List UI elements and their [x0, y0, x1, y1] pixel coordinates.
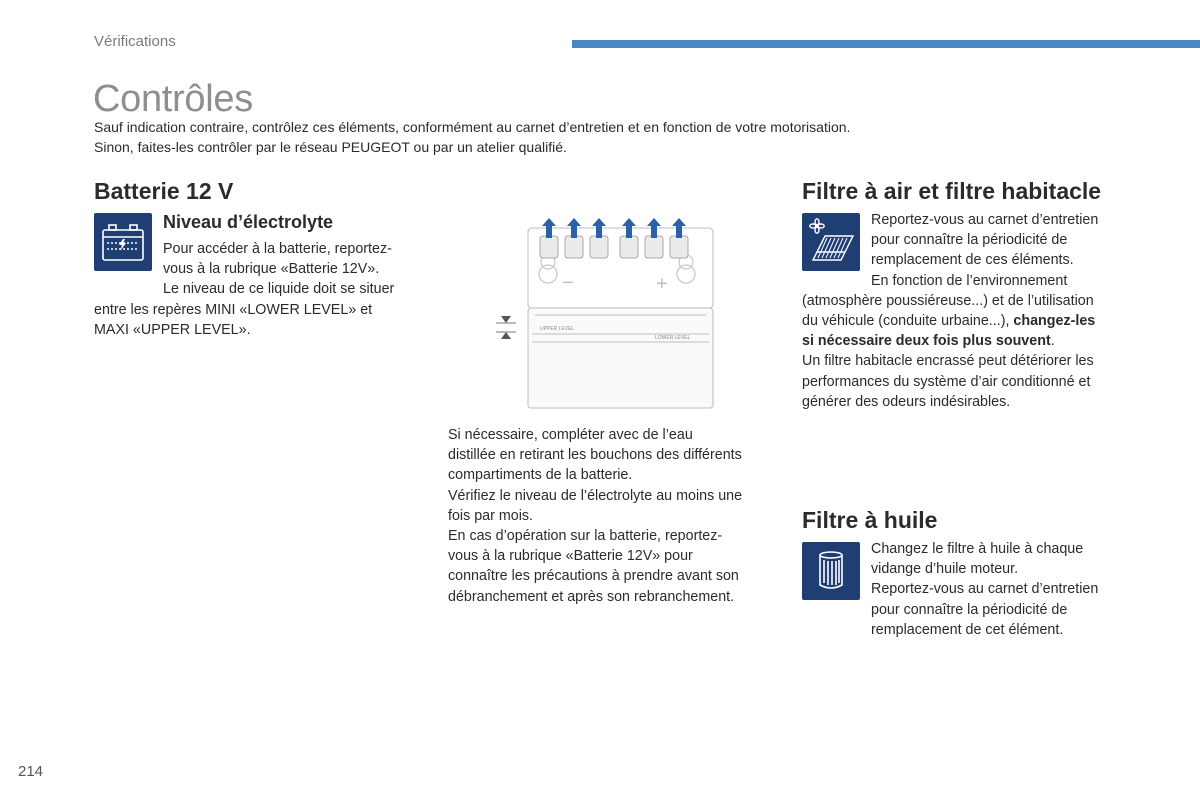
text-line: performances du système d’air conditionné et	[802, 373, 1091, 390]
electrolyte-subheading: Niveau d’électrolyte	[163, 212, 334, 232]
text-line: vous à la rubrique «Batterie 12V».	[163, 261, 380, 278]
air-filter-heading: Filtre à air et filtre habitacle	[802, 178, 1102, 204]
battery-icon	[94, 213, 152, 271]
header-accent-bar	[572, 40, 1200, 48]
text-line: Vérifiez le niveau de l’électrolyte au moins une	[448, 487, 743, 504]
text-line: (atmosphère poussiéreuse...) et de l’utilisation	[802, 292, 1094, 309]
battery-intro-text	[163, 239, 433, 300]
text-line: MAXI «UPPER LEVEL».	[94, 321, 251, 338]
text-line: générer des odeurs indésirables.	[802, 393, 1011, 410]
intro-text	[94, 117, 994, 157]
text-line: Pour accéder à la batterie, reportez-	[163, 241, 392, 257]
text-line: Reportez-vous au carnet d’entretien	[871, 581, 1099, 598]
plus-sign: +	[656, 273, 668, 295]
text-line: En fonction de l’environnement	[871, 272, 1068, 289]
text-line: entre les repères MINI «LOWER LEVEL» et	[94, 301, 373, 318]
battery-diagram	[490, 210, 720, 415]
text-line: débranchement et après son rebranchement.	[448, 588, 735, 605]
air-filter-intro	[871, 210, 1171, 291]
emphasis-text: changez-les	[1013, 313, 1096, 329]
text-segment: .	[1050, 333, 1055, 350]
text-line: connaître les précautions à prendre avant son	[448, 568, 739, 585]
text-line: distillée en retirant les bouchons des différents	[448, 447, 742, 464]
text-line: pour connaître la périodicité de	[871, 232, 1068, 249]
air-filter-body	[802, 291, 1172, 412]
oil-filter-icon	[802, 542, 860, 600]
battery-instructions	[448, 425, 778, 607]
text-line: vous à la rubrique «Batterie 12V» pour	[448, 548, 693, 565]
text-line: fois par mois.	[448, 507, 534, 524]
text-line: Reportez-vous au carnet d’entretien	[871, 212, 1099, 228]
text-line: remplacement de ces éléments.	[871, 252, 1074, 269]
text-line: Le niveau de ce liquide doit se situer	[163, 281, 395, 298]
text-line: pour connaître la périodicité de	[871, 601, 1068, 618]
section-label: Vérifications	[94, 33, 176, 50]
air-filter-icon	[802, 213, 860, 271]
intro-line: Sauf indication contraire, contrôlez ces éléments, conformément au carnet d’entretien et en fonction de votre motorisation.	[94, 119, 851, 135]
battery-heading: Batterie 12 V	[94, 178, 234, 204]
minus-sign: −	[562, 272, 574, 294]
intro-line: Sinon, faites-les contrôler par le réseau PEUGEOT ou par un atelier qualifié.	[94, 139, 567, 155]
text-line: compartiments de la batterie.	[448, 467, 633, 484]
page-number: 214	[18, 763, 44, 780]
emphasis-text: si nécessaire deux fois plus souvent	[802, 333, 1051, 350]
battery-level-text	[94, 300, 434, 340]
text-line: Si nécessaire, compléter avec de l’eau	[448, 427, 693, 443]
upper-level-label: UPPER LEVEL	[540, 326, 575, 332]
text-segment: du véhicule (conduite urbaine...),	[802, 313, 1014, 329]
text-line	[802, 331, 1172, 351]
text-line: remplacement de cet élément.	[871, 621, 1064, 638]
page-title: Contrôles	[93, 78, 253, 120]
text-line: En cas d’opération sur la batterie, reportez-	[448, 528, 723, 545]
lower-level-label: LOWER LEVEL	[655, 335, 691, 341]
text-line: vidange d’huile moteur.	[871, 561, 1019, 578]
oil-filter-text	[871, 539, 1171, 640]
text-line: Changez le filtre à huile à chaque	[871, 541, 1084, 557]
text-line: Un filtre habitacle encrassé peut détériorer les	[802, 353, 1094, 370]
oil-filter-heading: Filtre à huile	[802, 507, 938, 533]
text-line	[802, 311, 1172, 331]
level-markers	[496, 316, 516, 339]
